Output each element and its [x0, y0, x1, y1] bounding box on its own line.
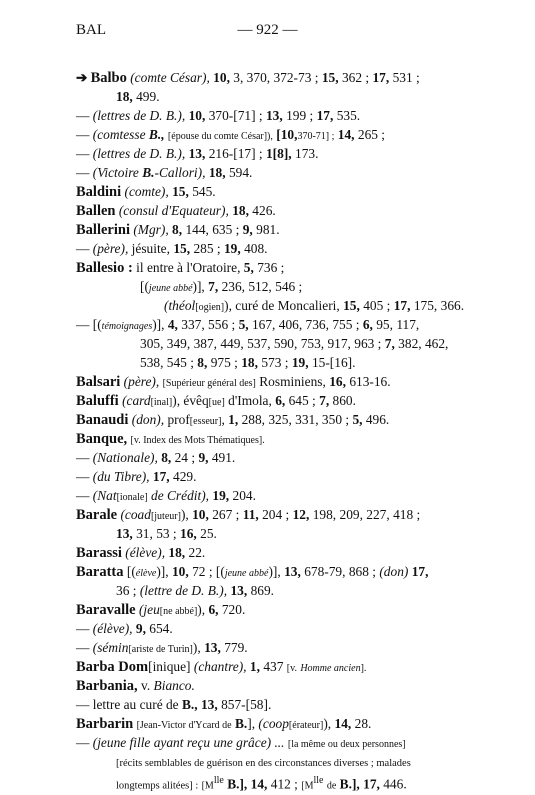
entry-line: — (sémin[ariste de Turin]), 13, 779.: [76, 640, 248, 655]
entry-continuation-line: 18, 499.: [116, 89, 160, 104]
entry-heading: Banaudi: [76, 412, 129, 428]
entry-heading: Baravalle: [76, 602, 136, 618]
entry-line: ➔ Balbo (comte César), 10, 3, 370, 372-73 ; 15, 362 ; 17, 531 ;: [76, 70, 420, 86]
entry-line: Ballerini (Mgr), 8, 144, 635 ; 9, 981.: [76, 222, 280, 238]
entry-heading: Baluffi: [76, 393, 119, 409]
entry-line: — (élève), 9, 654.: [76, 621, 173, 636]
entry-line: Barbania, v. Bianco.: [76, 678, 195, 694]
entry-line: — (Nationale), 8, 24 ; 9, 491.: [76, 450, 236, 465]
entry-heading: Baratta: [76, 564, 124, 580]
entry-continuation-line: longtemps alitées] : [$M^{lle}$ B.], 14, 412 ; [$M^{lle}$ de B.], 17, 446.: [116, 775, 407, 792]
entry-line: — [(témoignages)], 4, 337, 556 ; 5, 167, 406, 736, 755 ; 6, 95, 117,: [76, 317, 420, 332]
entry-line: — (lettres de D. B.), 10, 370-[71] ; 13, 199 ; 17, 535.: [76, 108, 361, 123]
entry-line: — (du Tibre), 17, 429.: [76, 469, 197, 484]
entry-continuation-line: 36 ; (lettre de D. B.), 13, 869.: [116, 583, 274, 598]
entry-line: Banaudi (don), prof[esseur], 1, 288, 325, 331, 350 ; 5, 496.: [76, 412, 390, 428]
entry-continuation-line: [récits semblables de guérison en des circonstances diverses ; malades: [116, 758, 411, 769]
entry-heading: Ballesio :: [76, 260, 133, 276]
entry-heading: Balsari: [76, 374, 121, 390]
entry-heading: Ballerini: [76, 222, 130, 238]
entry-heading: Banque,: [76, 431, 128, 447]
entry-line: Baratta [(élève)], 10, 72 ; [(jeune abbé)], 13, 678-79, 868 ; (don) 17,: [76, 564, 429, 580]
entry-heading: Baldini: [76, 184, 122, 200]
entry-line: — lettre au curé de B., 13, 857-[58].: [76, 697, 272, 712]
entry-line: — (Nat[ionale] de Crédit), 19, 204.: [76, 488, 256, 503]
entry-line: Baldini (comte), 15, 545.: [76, 184, 216, 200]
entry-line: Barba Dom[inique] (chantre), 1, 437 [v. Homme ancien].: [76, 659, 367, 675]
index-entries: [76, 68, 472, 790]
entry-line: — (Victoire B.-Callori), 18, 594.: [76, 165, 253, 180]
entry-line: Baravalle (jeu[ne abbé]), 6, 720.: [76, 602, 246, 618]
entry-heading: Balbo: [90, 70, 127, 86]
entry-heading: Barba Dom: [76, 659, 149, 675]
entry-heading: Barale: [76, 507, 118, 523]
entry-heading: Barassi: [76, 545, 122, 561]
entry-heading: Barbania,: [76, 678, 138, 694]
entry-continuation-line: 538, 545 ; 8, 975 ; 18, 573 ; 19, 15-[16].: [140, 355, 356, 370]
entry-line: Balsari (père), [Supérieur général des] Rosminiens, 16, 613-16.: [76, 374, 391, 390]
page-header: [0, 21, 535, 41]
entry-continuation-line: (théol[ogien]), curé de Moncalieri, 15, 405 ; 17, 175, 366.: [164, 298, 465, 313]
entry-heading: Ballen: [76, 203, 116, 219]
entry-line: Barbarin [Jean-Victor d'Ycard de B.], (coop[érateur]), 14, 28.: [76, 716, 372, 732]
entry-line: Barassi (élève), 18, 22.: [76, 545, 206, 561]
page-number: — 922 —: [237, 22, 298, 38]
entry-heading: Barbarin: [76, 716, 134, 732]
header-letters: BAL: [76, 22, 106, 38]
entry-line: — (père), jésuite, 15, 285 ; 19, 408.: [76, 241, 268, 256]
entry-line: Banque, [v. Index des Mots Thématiques].: [76, 431, 265, 447]
entry-line: Baluffi (card[inal]), évêq[ue] d'Imola, 6, 645 ; 7, 860.: [76, 393, 356, 409]
entry-line: Ballen (consul d'Equateur), 18, 426.: [76, 203, 276, 219]
entry-line: — (comtesse B., [épouse du comte César]), [10,370-71] ; 14, 265 ;: [76, 127, 386, 142]
entry-continuation-line: 13, 31, 53 ; 16, 25.: [116, 526, 217, 541]
entry-line: — (lettres de D. B.), 13, 216-[17] ; 1[8], 173.: [76, 146, 319, 161]
entry-continuation-line: 305, 349, 387, 449, 537, 590, 753, 917, 963 ; 7, 382, 462,: [140, 336, 449, 351]
entry-line: Ballesio : il entre à l'Oratoire, 5, 736 ;: [76, 260, 285, 276]
entry-line: Barale (coad[juteur]), 10, 267 ; 11, 204 ; 12, 198, 209, 227, 418 ;: [76, 507, 421, 523]
cross-reference-arrow-icon: ➔: [76, 70, 88, 85]
entry-line: — (jeune fille ayant reçu une grâce) ... [la même ou deux personnes]: [76, 735, 406, 750]
entry-continuation-line: [(jeune abbé)], 7, 236, 512, 546 ;: [140, 279, 303, 294]
